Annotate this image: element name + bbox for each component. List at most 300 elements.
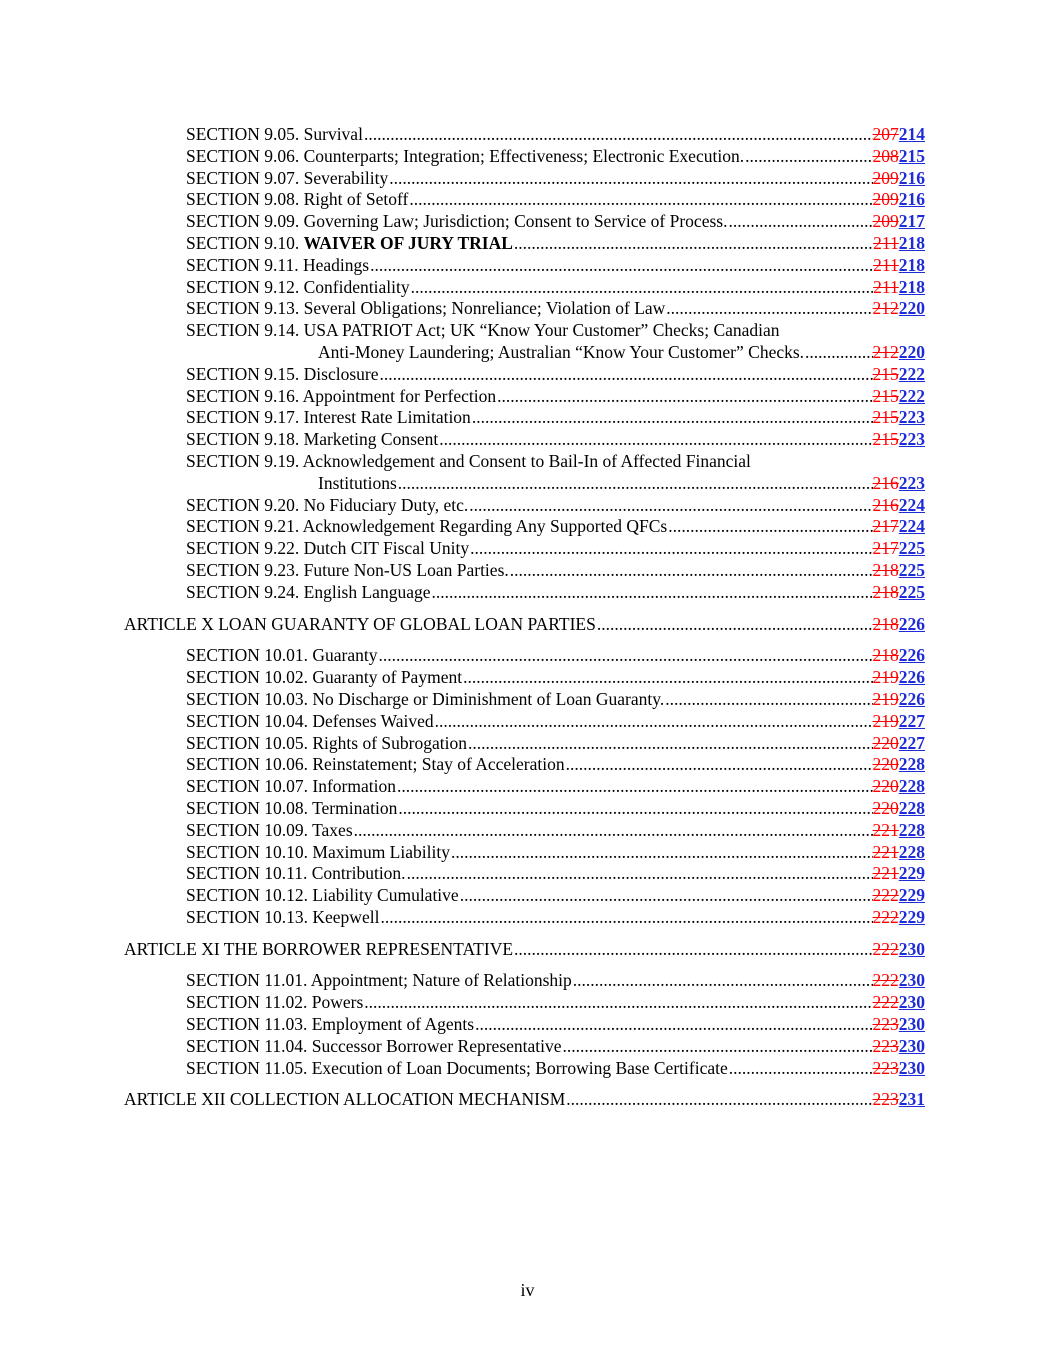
toc-section-entry[interactable] <box>0 992 1055 1014</box>
toc-section-entry[interactable] <box>0 885 1055 907</box>
deleted-page-number: 220 <box>872 732 899 753</box>
deleted-page-number: 215 <box>872 385 899 406</box>
dot-leader <box>397 473 873 495</box>
toc-entry-title: SECTION 9.14. USA PATRIOT Act; UK “Know Your Customer” Checks; Canadian <box>186 320 780 341</box>
dot-leader <box>509 560 873 582</box>
deleted-page-number: 220 <box>872 797 899 818</box>
toc-entry-title <box>186 277 410 299</box>
deleted-page-number: 212 <box>872 298 899 319</box>
toc-section-entry[interactable] <box>0 863 1055 885</box>
table-of-contents <box>0 124 1055 1121</box>
page-reference <box>873 429 926 451</box>
inserted-page-link[interactable]: 225 <box>898 581 925 602</box>
toc-line <box>186 582 925 604</box>
inserted-page-link[interactable]: 230 <box>898 1035 925 1056</box>
toc-line <box>318 473 925 495</box>
entry-label-text: SECTION 9.10. <box>186 232 300 253</box>
toc-line <box>186 1036 925 1058</box>
toc-section-entry[interactable] <box>0 255 1055 277</box>
page-reference <box>873 645 926 667</box>
dot-leader <box>468 495 872 517</box>
entry-label-text: SECTION 10.02. Guaranty of Payment <box>186 667 463 688</box>
page-reference <box>873 711 926 733</box>
dot-leader <box>434 711 873 733</box>
page-reference <box>873 754 926 776</box>
toc-entry-title <box>186 538 469 560</box>
toc-entry-title <box>318 342 804 364</box>
dot-leader <box>408 189 872 211</box>
entry-label-text: ARTICLE XII COLLECTION ALLOCATION MECHANISM <box>124 1089 566 1110</box>
toc-entry-title <box>186 667 462 689</box>
page-reference <box>873 407 926 429</box>
page-number: iv <box>520 1280 535 1300</box>
page-reference <box>873 277 925 299</box>
entry-label-text: SECTION 11.01. Appointment; Nature of Relationship <box>186 970 572 991</box>
dot-leader <box>474 1014 872 1036</box>
entry-label-text: SECTION 9.07. Severability <box>186 167 389 188</box>
toc-section-entry[interactable] <box>0 298 1055 320</box>
page-reference <box>873 820 926 842</box>
entry-label-bold: WAIVER OF JURY TRIAL <box>303 232 513 253</box>
dot-leader <box>378 645 873 667</box>
deleted-page-number: 218 <box>872 559 899 580</box>
deleted-page-number: 212 <box>872 341 899 362</box>
page-reference <box>873 538 926 560</box>
toc-section-entry[interactable] <box>0 754 1055 776</box>
toc-line <box>186 1058 925 1080</box>
toc-line <box>124 939 925 961</box>
toc-entry-title <box>186 429 438 451</box>
entry-label-text: SECTION 9.09. Governing Law; Jurisdiction; Consent to Service of Process. <box>186 211 728 232</box>
entry-label-text: SECTION 9.16. Appointment for Perfection <box>186 385 497 406</box>
inserted-page-link[interactable]: 217 <box>898 211 925 232</box>
toc-section-entry[interactable] <box>0 667 1055 689</box>
inserted-page-link[interactable]: 230 <box>898 1014 925 1035</box>
deleted-page-number: 222 <box>872 938 899 959</box>
page-reference <box>873 364 926 386</box>
inserted-page-link[interactable]: 220 <box>898 298 925 319</box>
dot-leader <box>462 667 872 689</box>
entry-label-text: SECTION 11.05. Execution of Loan Documents; Borrowing Base Certificate <box>186 1057 728 1078</box>
page-reference <box>873 211 926 233</box>
page-reference <box>873 970 926 992</box>
deleted-page-number: 220 <box>872 776 899 797</box>
toc-entry-title <box>186 255 369 277</box>
inserted-page-link[interactable]: 230 <box>898 938 925 959</box>
page-reference <box>873 667 926 689</box>
toc-line <box>186 645 925 667</box>
inserted-page-link[interactable]: 225 <box>898 538 925 559</box>
toc-line <box>186 189 925 211</box>
toc-line <box>318 342 925 364</box>
toc-section-entry[interactable] <box>0 560 1055 582</box>
dot-leader <box>467 733 873 755</box>
toc-section-entry[interactable] <box>0 689 1055 711</box>
deleted-page-number: 211 <box>873 276 899 297</box>
toc-entry-title-continued: Anti-Money Laundering; Australian “Know Your Customer” Checks. <box>318 341 805 362</box>
deleted-page-number: 222 <box>872 885 899 906</box>
toc-line <box>186 560 925 582</box>
toc-article-entry[interactable] <box>0 1089 1055 1111</box>
toc-line <box>186 255 925 277</box>
entry-label-text: ARTICLE XI THE BORROWER REPRESENTATIVE <box>124 938 514 959</box>
toc-section-entry[interactable] <box>0 233 1055 255</box>
entry-label-text: SECTION 10.10. Maximum Liability <box>186 841 450 862</box>
toc-section-entry[interactable] <box>0 429 1055 451</box>
dot-leader <box>369 255 873 277</box>
toc-entry-title <box>186 124 363 146</box>
inserted-page-link[interactable]: 231 <box>898 1089 925 1110</box>
toc-entry-title <box>186 907 379 929</box>
inserted-page-link[interactable]: 228 <box>898 776 925 797</box>
entry-label-text: SECTION 10.09. Taxes <box>186 819 353 840</box>
dot-leader <box>438 429 872 451</box>
page-reference <box>873 1014 926 1036</box>
entry-label-text: SECTION 9.12. Confidentiality <box>186 276 410 297</box>
toc-section-entry[interactable] <box>0 776 1055 798</box>
page-reference <box>873 842 926 864</box>
toc-line <box>186 776 925 798</box>
toc-line <box>186 386 925 408</box>
toc-line <box>186 798 925 820</box>
inserted-page-link[interactable]: 228 <box>898 841 925 862</box>
toc-entry-title <box>186 495 468 517</box>
dot-leader <box>471 407 873 429</box>
deleted-page-number: 215 <box>872 407 899 428</box>
dot-leader <box>353 820 873 842</box>
deleted-page-number: 222 <box>872 970 899 991</box>
entry-label-text: SECTION 9.17. Interest Rate Limitation <box>186 407 471 428</box>
dot-leader <box>406 863 873 885</box>
toc-section-entry[interactable] <box>0 189 1055 211</box>
entry-label-text: SECTION 9.06. Counterparts; Integration; Effectiveness; Electronic Execution. <box>186 145 745 166</box>
page-reference <box>873 863 926 885</box>
inserted-page-link[interactable]: 220 <box>898 341 925 362</box>
entry-label-text: SECTION 11.02. Powers <box>186 992 364 1013</box>
dot-leader <box>804 342 872 364</box>
entry-label-text: SECTION 10.03. No Discharge or Diminishment of Loan Guaranty. <box>186 688 665 709</box>
toc-section-entry[interactable] <box>0 364 1055 386</box>
toc-section-entry[interactable] <box>0 146 1055 168</box>
inserted-page-link[interactable]: 228 <box>898 819 925 840</box>
toc-entry-title <box>186 970 572 992</box>
toc-entry-title <box>186 820 353 842</box>
toc-entry-title <box>186 689 664 711</box>
dot-leader <box>565 754 873 776</box>
toc-section-entry[interactable] <box>0 645 1055 667</box>
toc-entry-title <box>186 146 744 168</box>
dot-leader <box>744 146 872 168</box>
inserted-page-link[interactable]: 223 <box>898 472 925 493</box>
deleted-page-number: 223 <box>872 1057 899 1078</box>
toc-line <box>186 429 925 451</box>
toc-entry-title <box>124 939 513 961</box>
page-reference <box>873 342 926 364</box>
toc-line <box>186 970 925 992</box>
toc-section-entry[interactable] <box>0 538 1055 560</box>
inserted-page-link[interactable]: 216 <box>898 167 925 188</box>
entry-label-text: SECTION 9.22. Dutch CIT Fiscal Unity <box>186 538 470 559</box>
toc-section-entry[interactable] <box>0 842 1055 864</box>
toc-entry-title <box>186 645 378 667</box>
inserted-page-link[interactable]: 218 <box>898 276 925 297</box>
toc-section-entry[interactable] <box>0 277 1055 299</box>
inserted-page-link[interactable]: 226 <box>898 613 925 634</box>
deleted-page-number: 223 <box>872 1089 899 1110</box>
dot-leader <box>396 776 873 798</box>
toc-line <box>186 907 925 929</box>
page-reference <box>873 1036 926 1058</box>
toc-section-entry[interactable] <box>0 970 1055 992</box>
dot-leader <box>513 233 873 255</box>
inserted-page-link[interactable]: 224 <box>898 494 925 515</box>
entry-label-text: SECTION 10.08. Termination <box>186 797 398 818</box>
page-reference <box>873 733 926 755</box>
entry-label-text: SECTION 9.20. No Fiduciary Duty, etc. <box>186 494 469 515</box>
dot-leader <box>450 842 873 864</box>
toc-entry-title <box>186 516 667 538</box>
deleted-page-number: 219 <box>872 667 899 688</box>
dot-leader <box>513 939 872 961</box>
deleted-page-number: 216 <box>872 472 899 493</box>
entry-label-text: ARTICLE X LOAN GUARANTY OF GLOBAL LOAN PARTIES <box>124 613 596 634</box>
inserted-page-link[interactable]: 228 <box>898 797 925 818</box>
toc-entry-title <box>186 1036 562 1058</box>
toc-section-entry[interactable] <box>0 407 1055 429</box>
toc-entry-title <box>186 189 408 211</box>
toc-line <box>186 711 925 733</box>
entry-label-text: SECTION 11.03. Employment of Agents <box>186 1014 475 1035</box>
entry-label-text: SECTION 10.07. Information <box>186 776 396 797</box>
page-reference <box>873 298 926 320</box>
deleted-page-number: 216 <box>872 494 899 515</box>
toc-line <box>186 146 925 168</box>
toc-entry-title <box>186 298 665 320</box>
page-reference <box>873 776 926 798</box>
toc-line <box>186 754 925 776</box>
toc-section-entry[interactable] <box>0 798 1055 820</box>
toc-entry-title <box>186 582 430 604</box>
page-reference <box>873 689 926 711</box>
entry-label-text: SECTION 9.13. Several Obligations; Nonreliance; Violation of Law <box>186 298 666 319</box>
dot-leader <box>363 992 872 1014</box>
dot-leader <box>388 168 872 190</box>
toc-line <box>186 168 925 190</box>
entry-label-text: SECTION 9.18. Marketing Consent <box>186 429 439 450</box>
toc-entry-title: SECTION 9.19. Acknowledgement and Consent to Bail-In of Affected Financial <box>186 450 751 471</box>
entry-label-text: SECTION 9.08. Right of Setoff <box>186 189 409 210</box>
toc-line <box>186 211 925 233</box>
page-reference <box>873 146 926 168</box>
dot-leader <box>397 798 872 820</box>
toc-entry-title <box>186 1014 474 1036</box>
inserted-page-link[interactable]: 223 <box>898 407 925 428</box>
deleted-page-number: 221 <box>872 863 899 884</box>
toc-section-entry[interactable] <box>0 386 1055 408</box>
entry-label-text: SECTION 10.05. Rights of Subrogation <box>186 732 467 753</box>
inserted-page-link[interactable]: 229 <box>898 863 925 884</box>
entry-label-text: SECTION 11.04. Successor Borrower Representative <box>186 1035 562 1056</box>
deleted-page-number: 218 <box>872 581 899 602</box>
toc-article-entry[interactable] <box>0 939 1055 961</box>
toc-line <box>186 538 925 560</box>
toc-line <box>186 842 925 864</box>
deleted-page-number: 209 <box>872 189 899 210</box>
dot-leader <box>664 689 872 711</box>
toc-entry-title <box>186 885 459 907</box>
toc-section-entry[interactable] <box>0 1014 1055 1036</box>
toc-section-entry[interactable] <box>0 907 1055 929</box>
deleted-page-number: 221 <box>872 819 899 840</box>
deleted-page-number: 207 <box>872 124 899 144</box>
toc-entry-title <box>186 798 397 820</box>
deleted-page-number: 222 <box>872 906 899 927</box>
deleted-page-number: 217 <box>872 516 899 537</box>
dot-leader <box>562 1036 873 1058</box>
inserted-page-link[interactable]: 223 <box>898 429 925 450</box>
deleted-page-number: 223 <box>872 1035 899 1056</box>
deleted-page-number: 220 <box>872 754 899 775</box>
inserted-page-link[interactable]: 218 <box>898 232 925 253</box>
dot-leader <box>379 907 872 929</box>
toc-section-entry-continuation[interactable] <box>0 473 1055 495</box>
entry-label-text: SECTION 10.11. Contribution. <box>186 863 406 884</box>
page-reference <box>873 614 926 636</box>
toc-line <box>186 516 925 538</box>
dot-leader <box>596 614 873 636</box>
deleted-page-number: 219 <box>872 688 899 709</box>
page-reference <box>873 885 926 907</box>
toc-entry-title <box>318 473 397 495</box>
toc-entry-title <box>186 560 509 582</box>
toc-line <box>186 364 925 386</box>
toc-line <box>186 820 925 842</box>
deleted-page-number: 219 <box>872 710 899 731</box>
deleted-page-number: 221 <box>872 841 899 862</box>
deleted-page-number: 215 <box>872 363 899 384</box>
inserted-page-link[interactable]: 227 <box>898 710 925 731</box>
dot-leader <box>363 124 873 146</box>
page-reference <box>873 233 925 255</box>
toc-section-entry[interactable] <box>0 320 1055 342</box>
toc-line <box>186 124 925 146</box>
page-reference <box>873 189 926 211</box>
inserted-page-link[interactable]: 215 <box>898 145 925 166</box>
toc-section-entry[interactable] <box>0 168 1055 190</box>
inserted-page-link[interactable]: 226 <box>898 645 925 666</box>
deleted-page-number: 211 <box>873 232 899 253</box>
inserted-page-link[interactable]: 226 <box>898 688 925 709</box>
dot-leader <box>572 970 873 992</box>
toc-line <box>186 407 925 429</box>
toc-entry-title <box>186 992 363 1014</box>
toc-entry-title-continued: Institutions <box>318 472 397 493</box>
toc-section-entry[interactable] <box>0 820 1055 842</box>
deleted-page-number: 217 <box>872 538 899 559</box>
deleted-page-number: 209 <box>872 211 899 232</box>
dot-leader <box>728 1058 873 1080</box>
toc-line <box>186 885 925 907</box>
toc-section-entry[interactable] <box>0 1036 1055 1058</box>
entry-label-text: SECTION 9.15. Disclosure <box>186 363 379 384</box>
entry-label-text: SECTION 10.13. Keepwell <box>186 906 380 927</box>
toc-line <box>124 1089 925 1111</box>
dot-leader <box>430 582 872 604</box>
toc-entry-title <box>186 168 388 190</box>
dot-leader <box>459 885 873 907</box>
toc-section-entry[interactable] <box>0 733 1055 755</box>
inserted-page-link[interactable]: 230 <box>898 992 925 1013</box>
page-reference <box>873 1058 926 1080</box>
inserted-page-link[interactable]: 222 <box>898 363 925 384</box>
toc-line <box>186 298 925 320</box>
page-reference <box>873 582 926 604</box>
deleted-page-number: 208 <box>872 145 899 166</box>
toc-section-entry[interactable] <box>0 582 1055 604</box>
inserted-page-link[interactable]: 224 <box>898 516 925 537</box>
deleted-page-number: 215 <box>872 429 899 450</box>
toc-line <box>186 1014 925 1036</box>
inserted-page-link[interactable]: 218 <box>898 254 925 275</box>
toc-entry-title <box>186 711 434 733</box>
toc-line <box>186 667 925 689</box>
page-reference <box>873 1089 926 1111</box>
toc-entry-title <box>186 233 513 255</box>
toc-entry-title <box>124 1089 565 1111</box>
inserted-page-link[interactable]: 222 <box>898 385 925 406</box>
inserted-page-link[interactable]: 214 <box>898 124 925 144</box>
deleted-page-number: 218 <box>872 613 899 634</box>
toc-section-entry[interactable] <box>0 1058 1055 1080</box>
toc-section-entry[interactable] <box>0 211 1055 233</box>
inserted-page-link[interactable]: 227 <box>898 732 925 753</box>
toc-line <box>186 992 925 1014</box>
toc-article-entry[interactable] <box>0 614 1055 636</box>
toc-line <box>186 733 925 755</box>
toc-section-entry[interactable] <box>0 124 1055 146</box>
toc-section-entry[interactable] <box>0 516 1055 538</box>
toc-entry-title <box>186 863 406 885</box>
dot-leader <box>665 298 872 320</box>
page-reference <box>873 124 926 146</box>
entry-label-text: SECTION 9.24. English Language <box>186 581 431 602</box>
inserted-page-link[interactable]: 229 <box>898 906 925 927</box>
page-reference <box>873 798 926 820</box>
toc-section-entry[interactable] <box>0 495 1055 517</box>
toc-section-entry[interactable] <box>0 711 1055 733</box>
toc-line <box>186 495 925 517</box>
page-reference <box>873 255 925 277</box>
toc-section-entry[interactable] <box>0 451 1055 473</box>
toc-line <box>186 689 925 711</box>
inserted-page-link[interactable]: 228 <box>898 754 925 775</box>
inserted-page-link[interactable]: 225 <box>898 559 925 580</box>
toc-entry-title <box>186 364 378 386</box>
toc-line <box>124 614 925 636</box>
toc-section-entry-continuation[interactable] <box>0 342 1055 364</box>
inserted-page-link[interactable]: 229 <box>898 885 925 906</box>
entry-label-text: SECTION 9.23. Future Non-US Loan Parties. <box>186 559 509 580</box>
inserted-page-link[interactable]: 230 <box>898 970 925 991</box>
dot-leader <box>469 538 872 560</box>
page-reference <box>873 516 926 538</box>
inserted-page-link[interactable]: 230 <box>898 1057 925 1078</box>
inserted-page-link[interactable]: 226 <box>898 667 925 688</box>
toc-entry-title <box>124 614 596 636</box>
inserted-page-link[interactable]: 216 <box>898 189 925 210</box>
entry-label-text: SECTION 9.11. Headings <box>186 254 370 275</box>
toc-entry-title <box>186 386 496 408</box>
